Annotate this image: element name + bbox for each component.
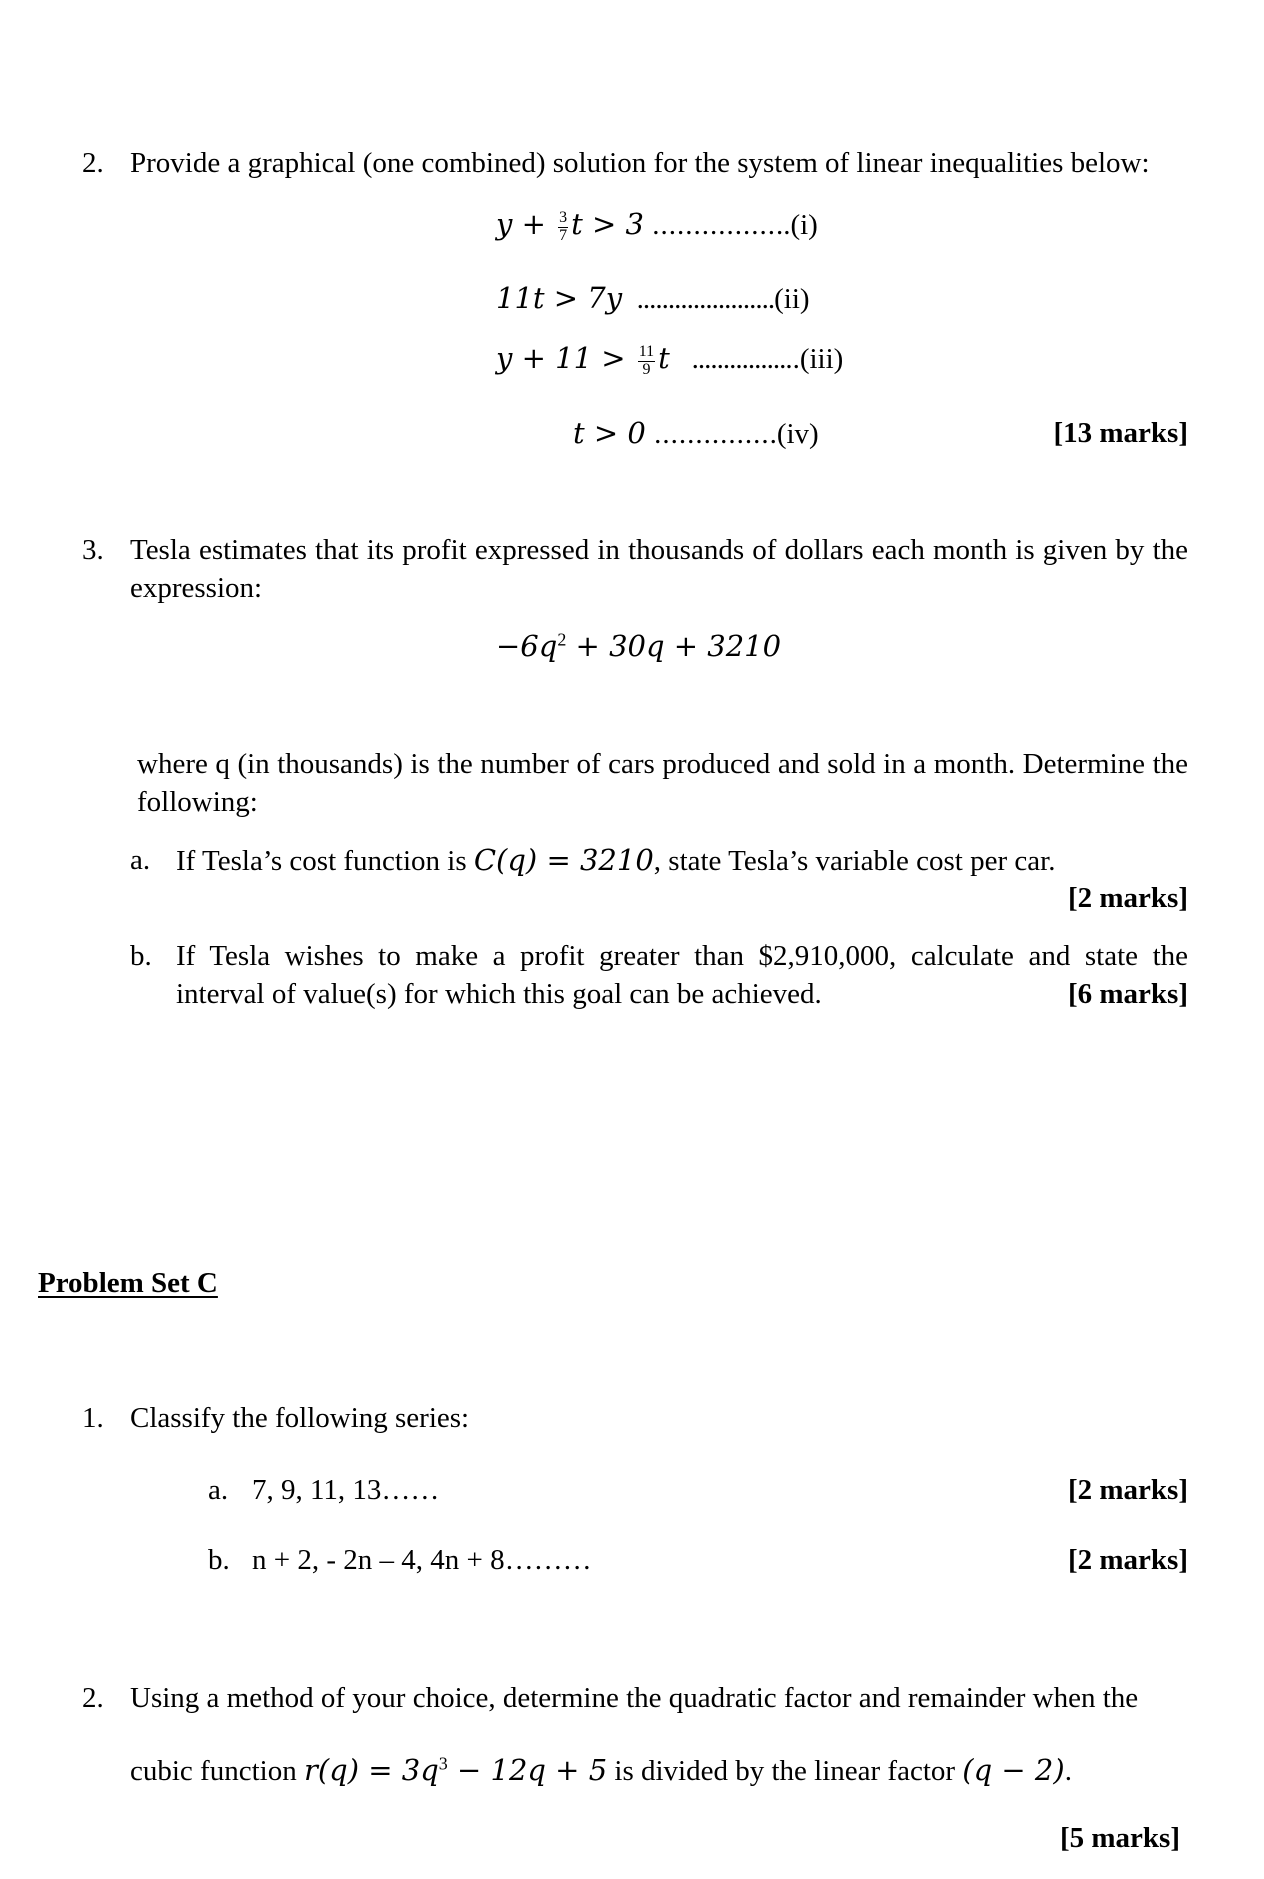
q3a-text-pre: If Tesla’s cost function is: [176, 845, 474, 877]
setc-q1a-marks: [2 marks]: [1067, 1474, 1188, 1506]
setc-q1-prompt: Classify the following series:: [130, 1402, 470, 1434]
cubic-function-exponent: 3: [438, 1753, 448, 1774]
inequality-1-lhs: y +: [496, 207, 556, 241]
profit-expression: [496, 628, 781, 667]
q3b-marks: [6 marks]: [1056, 976, 1188, 1014]
setc-q2-line2-end: .: [1064, 1755, 1072, 1787]
fraction-3-7: [558, 210, 568, 245]
fraction-denominator: 9: [642, 360, 651, 378]
q3-prompt: Tesla estimates that its profit expressed in thousands of dollars each month is given by the expression:: [130, 534, 1188, 604]
setc-q1-number: 1.: [82, 1402, 104, 1434]
inequality-3-label: ..(iii): [785, 343, 844, 375]
fraction-11-9: [638, 344, 655, 379]
setc-q1a-label: a.: [208, 1474, 229, 1506]
inequality-2-dots: ......................: [636, 283, 775, 315]
inequality-1-rhs: t > 3: [571, 207, 644, 241]
inequality-2: [496, 280, 810, 319]
setc-q1b-label: b.: [208, 1544, 230, 1576]
q3a-text-post: , state Tesla’s variable cost per car.: [653, 845, 1056, 877]
q2-number: 2.: [82, 147, 104, 179]
profit-expression-exponent: 2: [557, 629, 567, 650]
inequality-1: [496, 206, 818, 245]
inequality-3: [496, 340, 843, 379]
setc-q1b-series: n + 2, - 2n – 4, 4n + 8………: [252, 1544, 592, 1576]
q3b-label: b.: [130, 940, 152, 972]
fraction-denominator: 7: [559, 226, 568, 244]
profit-expression-b: + 30q + 3210: [566, 629, 782, 663]
linear-factor: (q − 2): [962, 1753, 1065, 1787]
cubic-function-a: r(q) = 3q: [303, 1753, 439, 1787]
fraction-numerator: 3: [559, 209, 568, 227]
q3a-cost-function: C(q) = 3210: [473, 843, 654, 877]
profit-expression-a: −6q: [496, 629, 558, 663]
setc-q2-line2-mid: is divided by the linear factor: [607, 1755, 963, 1787]
inequality-3-lhs: y + 11 >: [496, 341, 635, 375]
setc-q2-marks: [5 marks]: [1059, 1822, 1180, 1854]
inequality-3-dots: ...............: [691, 343, 786, 375]
q3-number: 3.: [82, 534, 104, 566]
q3a-text: [176, 842, 1055, 881]
q3-where: where q (in thousands) is the number of cars produced and sold in a month. Determine the following:: [137, 748, 1188, 818]
setc-q1a-series: 7, 9, 11, 13……: [252, 1474, 440, 1506]
inequality-2-expr: 11t > 7y: [496, 281, 623, 315]
fraction-numerator: 11: [638, 343, 655, 361]
q3b-text: If Tesla wishes to make a profit greater than $2,910,000, calculate and state the interval of value(s) for which this goal can be achieved.: [176, 940, 1188, 1010]
q3a-marks: [2 marks]: [1067, 882, 1188, 914]
q2-marks: [13 marks]: [1053, 417, 1188, 449]
setc-q2-line2: [130, 1752, 1072, 1791]
problem-set-heading: Problem Set C: [38, 1267, 218, 1299]
inequality-1-dots: ...............: [643, 209, 776, 241]
setc-q2-number: 2.: [82, 1682, 104, 1714]
setc-q2-line1: Using a method of your choice, determine the quadratic factor and remainder when the: [130, 1682, 1139, 1714]
inequality-2-label: (ii): [774, 283, 810, 315]
inequality-4-expr: t > 0: [573, 416, 646, 450]
inequality-1-label: ..(i): [775, 209, 818, 241]
setc-q2-line2-pre: cubic function: [130, 1755, 304, 1787]
q3a-label: a.: [130, 844, 151, 876]
inequality-4-label: .(iv): [769, 418, 819, 450]
cubic-function-b: − 12q + 5: [447, 1753, 608, 1787]
inequality-4-dots: ..............: [645, 418, 770, 450]
inequality-4: [573, 415, 819, 454]
q2-prompt: Provide a graphical (one combined) solution for the system of linear inequalities below:: [130, 147, 1150, 179]
inequality-3-rhs: t: [658, 341, 670, 375]
setc-q1b-marks: [2 marks]: [1067, 1544, 1188, 1576]
